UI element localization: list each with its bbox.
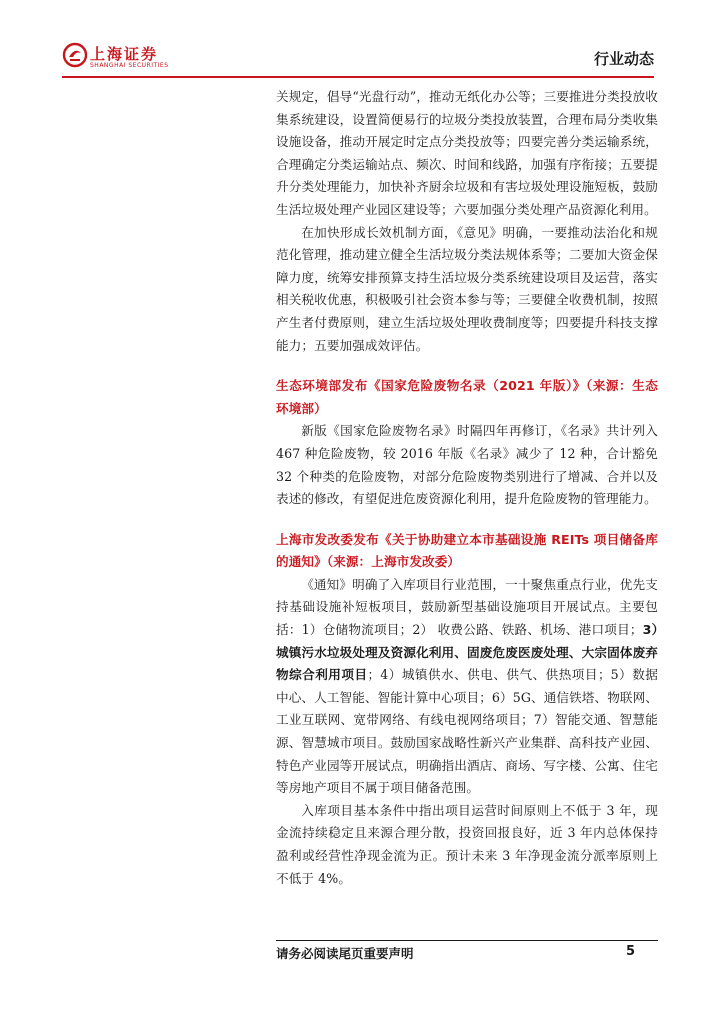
page-header [62, 40, 654, 80]
header-divider [62, 76, 654, 78]
logo-emblem-icon [62, 42, 88, 68]
report-body [276, 86, 658, 890]
paragraph: 入库项目基本条件中指出项目运营时间原则上不低于 3 年，现金流持续稳定且来源合理分散，投资回报良好，近 3 年内总体保持盈利或经营性净现金流为正。预计未来 3 年净现金流分派率原则上不低于 4%。 [276, 802, 658, 886]
footer-divider [276, 940, 658, 941]
disclaimer-notice: 请务必阅读尾页重要声明 [276, 946, 414, 961]
news-heading: 上海市发改委发布《关于协助建立本市基础设施 REITs 项目储备库的通知》（来源：上海市发改委） [276, 531, 658, 570]
paragraph-text: ；4）城镇供水、供电、供气、供热项目；5）数据中心、人工智能、智能计算中心项目；6）5G、通信铁塔、物联网、工业互联网、宽带网络、有线电视网络项目；7）智能交通、智慧能源、智慧城市项目。鼓励国家战略性新兴产业集群、高科技产业园、特色产业园等开展试点，明确指出酒店、商场、写字楼、公寓、住宅等房地产项目不属于项目储备范围。 [276, 667, 659, 796]
company-logo [62, 40, 172, 74]
paragraph-text: 《通知》明确了入库项目行业范围，一十聚焦重点行业，优先支持基础设施补短板项目，鼓励新型基础设施项目开展试点。主要包括：1）仓储物流项目；2） 收费公路、铁路、机场、港口项目； [276, 576, 658, 638]
page-number: 5 [626, 944, 636, 959]
news-heading: 生态环境部发布《国家危险废物名录（2021 年版）》（来源：生态环境部） [276, 378, 658, 416]
logo-text: 上海证券 [90, 45, 159, 63]
paragraph: 在加快形成长效机制方面，《意见》明确，一要推动法治化和规范化管理，推动建立健全生活垃圾分类法规体系等；二要加大资金保障力度，统筹安排预算支持生活垃圾分类系统建设项目及运营，落实相关税收优惠，积极吸引社会资本参与等；三要健全收费机制，按照产生者付费原则，建立生活垃圾处理收费制度等；四要提升科技支撑能力；五要加强成效评估。 [276, 224, 658, 353]
paragraph [276, 574, 658, 800]
emphasis-text: 3）城镇污水垃圾处理及资源化利用、固废危废医废处理、大宗固体废弃物综合利用项目 [276, 622, 658, 683]
paragraph: 新版《国家危险废物名录》时隔四年再修订，《名录》共计列入 467 种危险废物，较 2016 年版《名录》减少了 12 种，合计豁免 32 个种类的危险废物，对部分危险废物类别进行了增减、合并以及表述的修改，有望促进危废资源化利用，提升危险废物的管理能力。 [276, 423, 658, 507]
section-tag: 行业动态 [593, 50, 654, 68]
paragraph: 关规定，倡导“光盘行动”，推动无纸化办公等；三要推进分类投放收集系统建设，设置简便易行的垃圾分类投放装置，合理布局分类收集设施设备，推动开展定时定点分类投放等；四要完善分类运输系统，合理确定分类运输站点、频次、时间和线路，加强有序衔接；五要提升分类处理能力，加快补齐厨余垃圾和有害垃圾处理设施短板，鼓励生活垃圾处理产业园区建设等；六要加强分类处理产品资源化利用。 [276, 89, 658, 217]
logo-subtext: SHANGHAI SECURITIES [90, 62, 169, 69]
